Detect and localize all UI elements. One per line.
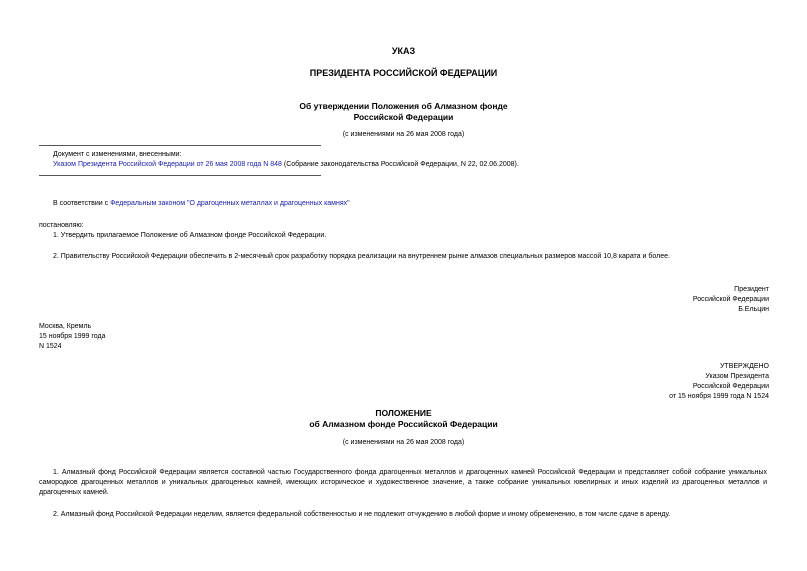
regulation-paragraph-2: 2. Алмазный фонд Российской Федерации неделим, является федеральной собственностью и не подлежит отчуждению в любой форме и иному обременению, в том числе сдаче в аренду. — [53, 511, 671, 518]
regulation-paragraph-1: 1. Алмазный фонд Российской Федерации является составной частью Государственного фонда драгоценных металлов и драгоценных камней Российской Федерации и представляет собой собрание уникальных самородков драгоценных металлов и уникальных драгоценных камней, имеющих историческое и художественное значение, а также собрание уникальных ювелирных и иных изделий из драгоценных металлов и драгоценных камней. — [39, 469, 767, 496]
approved-country: Российской Федерации — [692, 383, 769, 390]
decreed-word: постановляю: — [39, 222, 84, 229]
approved-by: Указом Президента — [705, 373, 769, 380]
decree-issuer: ПРЕЗИДЕНТА РОССИЙСКОЙ ФЕДЕРАЦИИ — [309, 68, 498, 78]
doc-note-tail: (Собрание законодательства Российской Федерации, N 22, 02.06.2008). — [281, 161, 519, 168]
amending-decree-link[interactable]: Указом Президента Российской Федерации от 26 мая 2008 года N 848 — [53, 161, 282, 168]
signature-name: Б.Ельцин — [738, 306, 769, 313]
signature-country: Российской Федерации — [692, 296, 769, 303]
divider-top — [39, 145, 321, 146]
decree-number: N 1524 — [39, 343, 62, 350]
signing-place: Москва, Кремль — [39, 323, 92, 330]
doc-note-line — [53, 160, 519, 170]
regulation-subtitle: об Алмазном фонде Российской Федерации — [309, 419, 498, 429]
preamble-prefix: В соответствии с — [53, 200, 111, 207]
regulation-title: ПОЛОЖЕНИЕ — [375, 408, 432, 418]
signing-date: 15 ноября 1999 года — [39, 333, 106, 340]
approved-date: от 15 ноября 1999 года N 1524 — [669, 393, 769, 400]
signature-title: Президент — [734, 286, 769, 293]
preamble-line — [53, 199, 350, 209]
amendments-note: (с изменениями на 26 мая 2008 года) — [342, 131, 465, 138]
decree-item-1: 1. Утвердить прилагаемое Положение об Алмазном фонде Российской Федерации. — [53, 232, 327, 239]
doc-note-label: Документ с изменениями, внесенными: — [53, 151, 182, 158]
decree-title: УКАЗ — [391, 46, 416, 56]
divider-bottom — [39, 175, 321, 176]
decree-item-2: 2. Правительству Российской Федерации обеспечить в 2-месячный срок разработку порядка реализации на внутреннем рынке алмазов специальных размеров массой 10,8 карата и более. — [53, 253, 670, 260]
decree-subject-line1: Об утверждении Положения об Алмазном фонде — [299, 101, 508, 111]
decree-subject-line2: Российской Федерации — [353, 112, 454, 122]
approved-stamp: УТВЕРЖДЕНО — [719, 363, 769, 370]
regulation-amendments: (с изменениями на 26 мая 2008 года) — [342, 439, 465, 446]
federal-law-link[interactable]: Федеральным законом "О драгоценных металлах и драгоценных камнях" — [110, 200, 350, 207]
